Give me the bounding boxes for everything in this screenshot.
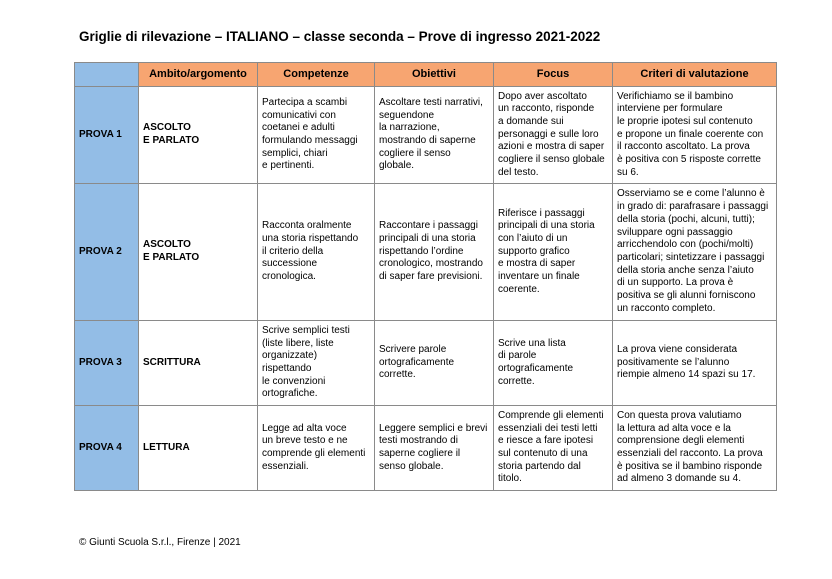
prova-label: PROVA 1	[75, 87, 139, 184]
focus-cell	[494, 184, 613, 321]
competenze-cell	[258, 87, 375, 184]
competenze-text: Legge ad alta voce un breve testo e ne comprende gli elementi essenziali.	[262, 422, 366, 472]
focus-text: Riferisce i passaggi principali di una storia con l’aiuto di un supporto grafico e mostra di saper inventare un finale coerente.	[498, 207, 595, 295]
ambito-text: LETTURA	[143, 441, 190, 453]
obiettivi-text: Leggere semplici e brevi testi mostrando di saperne cogliere il senso globale.	[379, 422, 488, 472]
criteri-text: Verifichiamo se il bambino interviene per formulare le proprie ipotesi sul contenuto e propone un finale coerente con il racconto ascoltato. La prova è positiva con 5 risposte corrette su 6.	[617, 90, 764, 178]
table-header-row	[75, 63, 777, 87]
header-obiettivi: Obiettivi	[375, 63, 494, 87]
ambito-cell	[139, 87, 258, 184]
header-corner-cell	[75, 63, 139, 87]
header-focus: Focus	[494, 63, 613, 87]
competenze-cell	[258, 184, 375, 321]
focus-cell	[494, 321, 613, 406]
obiettivi-text: Scrivere parole ortograficamente corrette.	[379, 343, 455, 381]
obiettivi-cell	[375, 87, 494, 184]
obiettivi-cell	[375, 406, 494, 491]
criteri-text: Osserviamo se e come l’alunno è in grado di: parafrasare i passaggi della storia (pochi, alcuni, tutti); sviluppare ogni passaggio arricchendolo con (pochi/molti) particolari; sintetizzare i passaggi della storia anche senza l’aiuto di un supporto. La prova è positiva se gli alunni forniscono un racconto completo.	[617, 188, 769, 314]
focus-cell	[494, 87, 613, 184]
criteri-text: La prova viene considerata positivamente se l’alunno riempie almeno 14 spazi su 17.	[617, 343, 756, 381]
criteri-cell	[613, 87, 777, 184]
criteri-cell	[613, 406, 777, 491]
ambito-text: ASCOLTO E PARLATO	[143, 122, 200, 146]
focus-text: Scrive una lista di parole ortograficamente corrette.	[498, 337, 574, 387]
header-criteri: Criteri di valutazione	[613, 63, 777, 87]
header-competenze: Competenze	[258, 63, 375, 87]
table-row	[75, 406, 777, 491]
ambito-text: ASCOLTO E PARLATO	[143, 239, 200, 263]
obiettivi-cell	[375, 184, 494, 321]
copyright-footer: © Giunti Scuola S.r.l., Firenze | 2021	[79, 537, 241, 548]
obiettivi-text: Ascoltare testi narrativi, seguendone la narrazione, mostrando di saperne cogliere il senso globale.	[379, 96, 483, 172]
competenze-text: Racconta oralmente una storia rispettando il criterio della successione cronologica.	[262, 220, 359, 283]
criteri-text: Con questa prova valutiamo la lettura ad alta voce e la comprensione degli elementi essenziali del racconto. La prova è positiva se il bambino risponde ad almeno 3 domande su 4.	[617, 409, 763, 485]
focus-text: Comprende gli elementi essenziali dei testi letti e riesce a fare ipotesi sul contenuto di una storia partendo dal titolo.	[498, 409, 604, 485]
rubric-table	[74, 62, 777, 491]
focus-cell	[494, 406, 613, 491]
obiettivi-cell	[375, 321, 494, 406]
competenze-cell	[258, 321, 375, 406]
ambito-cell	[139, 406, 258, 491]
competenze-text: Partecipa a scambi comunicativi con coetanei e adulti formulando messaggi semplici, chiari e pertinenti.	[262, 96, 358, 172]
ambito-text: SCRITTURA	[143, 356, 201, 368]
ambito-cell	[139, 184, 258, 321]
page-title: Griglie di rilevazione – ITALIANO – classe seconda – Prove di ingresso 2021-2022	[79, 29, 601, 44]
obiettivi-text: Raccontare i passaggi principali di una storia rispettando l’ordine cronologico, mostrando di saper fare previsioni.	[379, 220, 483, 283]
criteri-cell	[613, 184, 777, 321]
prova-label: PROVA 2	[75, 184, 139, 321]
criteri-cell	[613, 321, 777, 406]
competenze-cell	[258, 406, 375, 491]
prova-label: PROVA 3	[75, 321, 139, 406]
focus-text: Dopo aver ascoltato un racconto, risponde a domande sui personaggi e sulle loro azioni e mostra di saper cogliere il senso globale del testo.	[498, 90, 605, 178]
header-ambito: Ambito/argomento	[139, 63, 258, 87]
table-row	[75, 87, 777, 184]
prova-label: PROVA 4	[75, 406, 139, 491]
competenze-text: Scrive semplici testi (liste libere, liste organizzate) rispettando le convenzioni ortografiche.	[262, 324, 350, 400]
ambito-cell	[139, 321, 258, 406]
table-row	[75, 184, 777, 321]
table-row	[75, 321, 777, 406]
